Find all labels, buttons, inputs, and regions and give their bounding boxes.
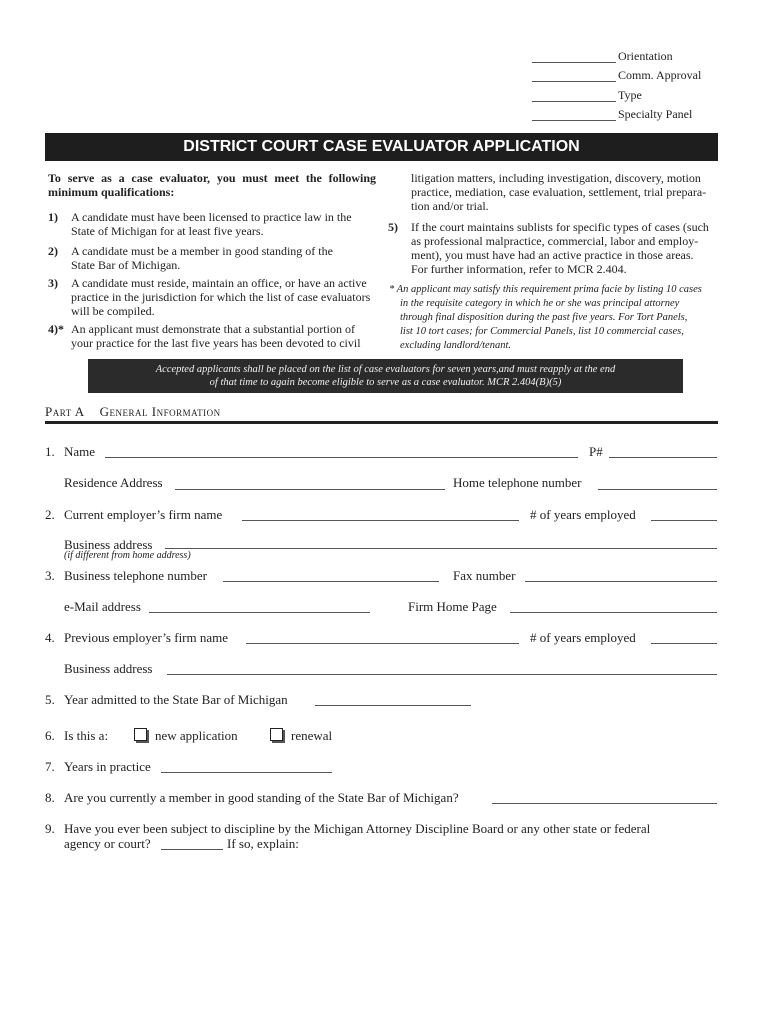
requirement-line: ment), you must have had an active practice in those areas. [411,248,694,262]
requirement-5 [388,220,720,278]
good-standing-label: Are you currently a member in good standing of the State Bar of Michigan? [64,790,459,805]
requirement-line: An applicant must demonstrate that a substantial portion of [71,322,355,336]
requirement-line: tion and/or trial. [411,199,489,213]
part-heading [45,404,221,420]
renewal-label: renewal [291,728,333,743]
requirement-number: 4)* [48,322,64,336]
prev-employer-field[interactable] [246,643,519,644]
requirement-line: will be compiled. [71,304,155,318]
requirement-4 [48,322,378,352]
requirement-line: If the court maintains sublists for specific types of cases (such [411,220,709,234]
requirement-line: A candidate must have been licensed to practice law in the [71,210,352,224]
email-field[interactable] [149,612,370,613]
p-number-field[interactable] [609,457,717,458]
years-practice-field[interactable] [161,772,332,773]
prev-business-address-field[interactable] [167,674,717,675]
renewal-checkbox[interactable] [270,728,283,741]
type-label: Type [618,88,642,102]
employer-label: Current employer’s firm name [64,507,223,522]
fax-label: Fax number [453,568,516,583]
year-admitted-label: Year admitted to the State Bar of Michigan [64,692,288,707]
business-phone-label: Business telephone number [64,568,207,583]
footnote-line: excluding landlord/tenant. [400,340,512,351]
prev-employer-label: Previous employer’s firm name [64,630,229,645]
requirements-intro: To serve as a case evaluator, you must meet the following minimum qualifications: [48,171,376,199]
notice-box [88,359,683,393]
discipline-explain-label: If so, explain: [227,836,299,851]
name-label: Name [64,444,96,459]
business-address-label: Business address [64,537,153,552]
years-employed-label: # of years employed [530,507,636,522]
home-phone-field[interactable] [598,489,717,490]
requirement-line: State Bar of Michigan. [71,258,181,272]
employer-field[interactable] [242,520,519,521]
requirement-line: your practice for the last five years has been devoted to civil [71,336,361,350]
requirement-line: practice in the jurisdiction for which the list of case evaluators [71,290,371,304]
requirement-number: 3) [48,276,58,290]
years-practice-label: Years in practice [64,759,151,774]
good-standing-field[interactable] [492,803,717,804]
requirement-number: 2) [48,244,58,258]
requirement-line: A candidate must be a member in good standing of the [71,244,333,258]
field-number: 8. [45,790,55,805]
field-number: 3. [45,568,55,583]
requirement-number: 1) [48,210,58,224]
requirement-line: For further information, refer to MCR 2.404. [411,262,627,276]
new-application-label: new application [155,728,238,743]
part-title: General Information [99,404,221,419]
footnote-line: in the requisite category in which he or she was principal attorney [400,298,680,309]
requirement-line: A candidate must reside, maintain an office, or have an active [71,276,367,290]
discipline-question-cont: agency or court? [64,836,151,851]
requirement-4-continued [411,171,721,213]
business-phone-field[interactable] [223,581,439,582]
footnote-line: * An applicant may satisfy this requirement prima facie by listing 10 cases [389,284,702,295]
field-number: 4. [45,630,55,645]
firm-home-page-label: Firm Home Page [408,599,497,614]
discipline-answer-field[interactable] [161,849,223,850]
field-number: 6. [45,728,55,743]
prev-business-address-label: Business address [64,661,153,676]
years-employed-field[interactable] [651,520,717,521]
fax-field[interactable] [525,581,717,582]
prev-years-field[interactable] [651,643,717,644]
prev-years-label: # of years employed [530,630,636,645]
firm-home-page-field[interactable] [510,612,717,613]
residence-address-field[interactable] [175,489,445,490]
home-phone-label: Home telephone number [453,475,582,490]
field-number: 5. [45,692,55,707]
name-field[interactable] [105,457,578,458]
requirement-3 [48,276,378,320]
discipline-question: Have you ever been subject to discipline by the Michigan Attorney Discipline Board or any other state or federal [64,821,651,836]
residence-address-label: Residence Address [64,475,163,490]
comm-approval-blank[interactable] [532,81,616,82]
footnote [389,283,719,353]
business-address-note: (if different from home address) [64,550,191,561]
requirement-2 [48,244,378,274]
business-address-field[interactable] [165,548,717,549]
notice-line: Accepted applicants shall be placed on the list of case evaluators for seven years,and must reapply at the end [155,364,616,375]
p-number-label: P# [589,444,603,459]
field-number: 7. [45,759,55,774]
field-number: 2. [45,507,55,522]
notice-line: of that time to again become eligible to serve as a case evaluator. MCR 2.404(B)(5) [209,377,562,388]
requirement-line: as professional malpractice, commercial, labor and employ- [411,234,699,248]
specialty-panel-blank[interactable] [532,120,616,121]
part-rule [45,421,718,424]
email-label: e-Mail address [64,599,141,614]
requirement-number: 5) [388,220,398,234]
new-application-checkbox[interactable] [134,728,147,741]
year-admitted-field[interactable] [315,705,471,706]
form-title: DISTRICT COURT CASE EVALUATOR APPLICATION [45,133,718,161]
requirement-1 [48,210,378,240]
orientation-blank[interactable] [532,62,616,63]
comm-approval-label: Comm. Approval [618,68,702,82]
field-number: 1. [45,444,55,459]
footnote-line: through final disposition during the past five years. For Tort Panels, [400,312,688,323]
requirement-line: State of Michigan for at least five years. [71,224,264,238]
field-number: 9. [45,821,55,836]
part-label: Part A [45,404,85,419]
orientation-label: Orientation [618,49,673,63]
type-blank[interactable] [532,101,616,102]
specialty-panel-label: Specialty Panel [618,107,693,121]
requirement-line: litigation matters, including investigation, discovery, motion [411,171,701,185]
footnote-line: list 10 tort cases; for Commercial Panels, list 10 commercial cases, [400,326,684,337]
application-type-label: Is this a: [64,728,109,743]
requirement-line: practice, mediation, case evaluation, settlement, trial prepara- [411,185,707,199]
